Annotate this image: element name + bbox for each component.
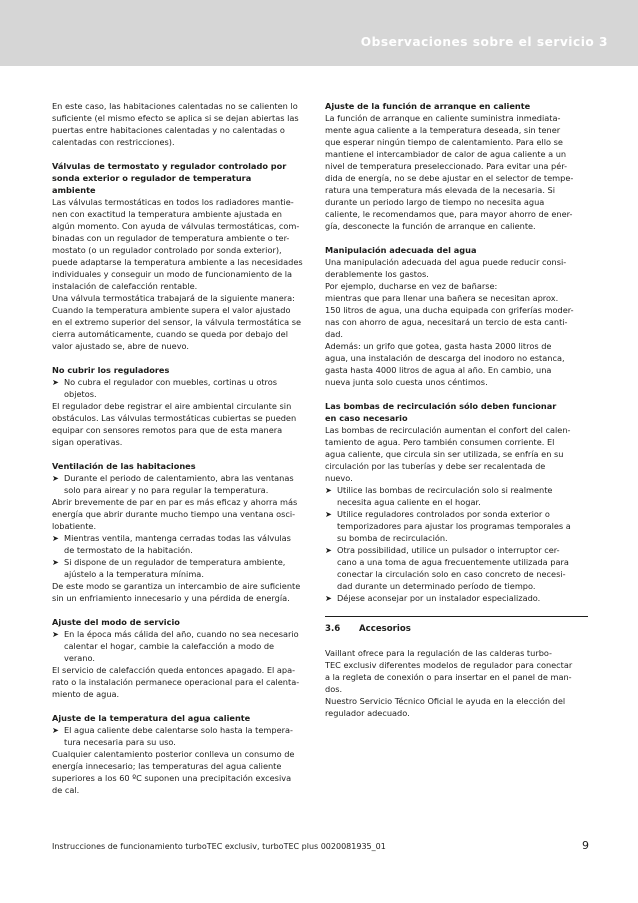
cover-paragraph: El regulador debe registrar el aire ambiental circulante sin obstáculos. Las válvulas termostáticas cubiertas se pueden equipar con sensores remotos para que de esta manera sigan operativas. xyxy=(52,401,297,447)
page-number: 9 xyxy=(582,839,589,852)
mode-heading: Ajuste del modo de servicio xyxy=(52,617,180,627)
left-column xyxy=(52,100,315,796)
accessories-paragraph: Vaillant ofrece para la regulación de las calderas turbo- TEC exclusiv diferentes modelos de regulador para conectar a la regleta de conexión o para insertar en el panel de man- dos. Nuestro Servicio Técnico Oficial le ayuda en la elección del regulador adecuado. xyxy=(325,648,573,718)
bullet-arrow-icon: ➤ xyxy=(52,473,59,483)
section-title: Accesorios xyxy=(359,624,411,634)
section-number: 3.6 xyxy=(325,624,341,634)
header-bar xyxy=(0,0,638,66)
ventilation-bullet-2: ➤ Mientras ventila, mantenga cerradas todas las válvulas de termostato de la habitación. xyxy=(52,533,291,555)
right-column xyxy=(325,100,588,719)
warm-start-paragraph: La función de arranque en caliente suministra inmediata- mente agua caliente a la temperatura deseada, sin tener que esperar ningún tiempo de calentamiento. Para ello se mantiene el intercambiador de calor de agua caliente a un nivel de temperatura preseleccionado. Para evitar una pér- dida de energía, no se debe ajustar en el selector de tempe- ratura una temperatura más elevada de la necesaria. Si durante un periodo largo de tiempo no necesita agua caliente, le recomendamos que, para mayor ahorro de ener- gía, desconecte la función de arranque en caliente. xyxy=(325,113,574,231)
cover-heading: No cubrir los reguladores xyxy=(52,365,170,375)
ventilation-paragraph-2: De este modo se garantiza un intercambio de aire suficiente sin un enfriamiento innecesario y una pérdida de energía. xyxy=(52,581,301,603)
pump-bullet-2: ➤ Utilice reguladores controlados por sonda exterior o temporizadores para ajustar los programas temporales a su bomba de recirculación. xyxy=(325,509,571,543)
bullet-arrow-icon: ➤ xyxy=(52,533,59,543)
bullet-arrow-icon: ➤ xyxy=(325,545,332,555)
bullet-arrow-icon: ➤ xyxy=(52,377,59,387)
pump-heading: Las bombas de recirculación sólo deben funcionar en caso necesario xyxy=(325,401,557,423)
hot-water-heading: Ajuste de la temperatura del agua caliente xyxy=(52,713,251,723)
footer-text: Instrucciones de funcionamiento turboTEC exclusiv, turboTEC plus 0020081935_01 xyxy=(52,842,386,851)
hot-water-paragraph: Cualquier calentamiento posterior conlleva un consumo de energía innecesario; las temperaturas del agua caliente superiores a los 60 ºC suponen una precipitación excesiva de cal. xyxy=(52,749,295,795)
ventilation-bullet-3: ➤ Si dispone de un regulador de temperatura ambiente, ajústelo a la temperatura mínima. xyxy=(52,557,286,579)
page-header-title: Observaciones sobre el servicio 3 xyxy=(360,35,608,49)
bullet-arrow-icon: ➤ xyxy=(325,509,332,519)
hot-water-bullet: ➤ El agua caliente debe calentarse solo hasta la tempera- tura necesaria para su uso. xyxy=(52,725,293,747)
ventilation-paragraph-1: Abrir brevemente de par en par es más eficaz y ahorra más energía que abrir durante mucho tiempo una ventana osci- lobatiente. xyxy=(52,497,298,531)
warm-start-heading: Ajuste de la función de arranque en caliente xyxy=(325,101,531,111)
pump-bullet-1: ➤ Utilice las bombas de recirculación solo si realmente necesita agua caliente en el hogar. xyxy=(325,485,553,507)
bullet-arrow-icon: ➤ xyxy=(52,557,59,567)
intro-paragraph: En este caso, las habitaciones calentadas no se calienten lo suficiente (el mismo efecto se aplica si se dejan abiertas las puertas entre habitaciones calentadas y no calentadas o calentadas con restricciones). xyxy=(52,101,299,147)
ventilation-heading: Ventilación de las habitaciones xyxy=(52,461,196,471)
valves-paragraph: Las válvulas termostáticas en todos los radiadores mantie- nen con exactitud la temperatura ambiente ajustada en algún momento. Con ayuda de válvulas termostáticas, com- binadas con un regulador de temperatura ambiente o ter- mostato (o un regulador controlado por sonda exterior), puede adaptarse la temperatura ambiente a las necesidades individuales y conseguir un modo de funcionamiento de la instalación de calefacción rentable. Una válvula termostática trabajará de la siguiente manera: Cuando la temperatura ambiente supera el valor ajustado en el extremo superior del sensor, la válvula termostática se cierra automáticamente, cuando se queda por debajo del valor ajustado se, abre de nuevo. xyxy=(52,197,303,351)
bullet-arrow-icon: ➤ xyxy=(52,629,59,639)
ventilation-bullet-1: ➤ Durante el periodo de calentamiento, abra las ventanas solo para airear y no para regular la temperatura. xyxy=(52,473,294,495)
water-paragraph: Una manipulación adecuada del agua puede reducir consi- derablemente los gastos. Por ejemplo, ducharse en vez de bañarse: mientras que para llenar una bañera se necesitan aprox. 150 litros de agua, una ducha equipada con griferías moder- nas con ahorro de agua, necesitará un tercio de esta canti- dad. Además: un grifo que gotea, gasta hasta 2000 litros de agua, una instalación de descarga del inodoro no estanca, gasta hasta 4000 litros de agua al año. En cambio, una nueva junta solo cuesta unos céntimos. xyxy=(325,257,574,387)
bullet-arrow-icon: ➤ xyxy=(325,593,332,603)
pump-bullet-4: ➤ Déjese aconsejar por un instalador especializado. xyxy=(325,593,541,603)
bullet-arrow-icon: ➤ xyxy=(52,725,59,735)
pump-paragraph: Las bombas de recirculación aumentan el confort del calen- tamiento de agua. Pero también consumen corriente. El agua caliente, que circula sin ser utilizada, se enfría en su circulación por las tuberías y debe ser recalentada de nuevo. xyxy=(325,425,571,483)
bullet-arrow-icon: ➤ xyxy=(325,485,332,495)
cover-bullet: ➤ No cubra el regulador con muebles, cortinas u otros objetos. xyxy=(52,377,277,399)
water-heading: Manipulación adecuada del agua xyxy=(325,245,477,255)
mode-paragraph: El servicio de calefacción queda entonces apagado. El apa- rato o la instalación permanece operacional para el calenta- miento de agua. xyxy=(52,665,300,699)
accessories-section-heading xyxy=(325,616,588,635)
pump-bullet-3: ➤ Otra possibilidad, utilice un pulsador o interruptor cer- cano a una toma de agua frecuentemente utilizada para conectar la circulación solo en caso concreto de necesi- dad durante un determinado período de tiempo. xyxy=(325,545,569,591)
valves-heading: Válvulas de termostato y regulador controlado por sonda exterior o regulador de temperatura ambiente xyxy=(52,161,287,195)
mode-bullet: ➤ En la época más cálida del año, cuando no sea necesario calentar el hogar, cambie la calefacción a modo de verano. xyxy=(52,629,299,663)
